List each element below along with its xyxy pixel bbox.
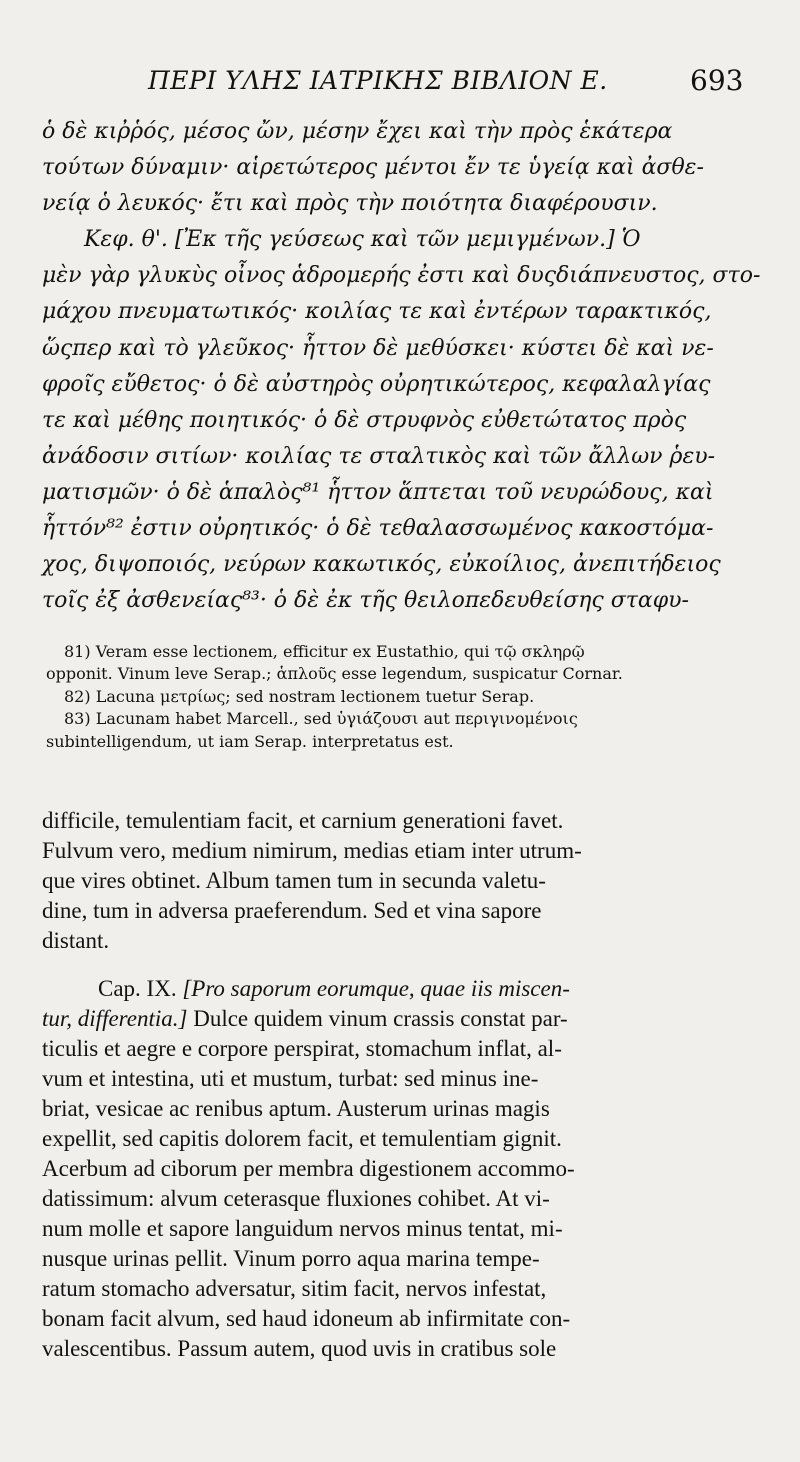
greek-line: Κεφ. θ'. [Ἐκ τῆς γεύσεως καὶ τῶν μεμιγμένων.] Ὁ [84, 227, 641, 253]
latin-line: datissimum: alvum ceterasque fluxiones cohibet. At vi- [42, 1186, 550, 1211]
greek-line: μὲν γὰρ γλυκὺς οἶνος ἁδρομερής ἐστι καὶ δυςδιάπνευστος, στο- [42, 263, 761, 289]
chapter-title-part2: tur, differentia.] [42, 1006, 188, 1031]
latin-line: num molle et sapore languidum nervos minus tentat, mi- [42, 1216, 563, 1241]
greek-line: φροῖς εὔθετος· ὁ δὲ αὐστηρὸς οὐρητικώτερος, κεφαλαλγίας [42, 371, 711, 397]
greek-line: ματισμῶν· ὁ δὲ ἁπαλὸς⁸¹ ἧττον ἅπτεται τοῦ νευρώδους, καὶ [42, 479, 714, 505]
footnote-line: subintelligendum, ut iam Serap. interpretatus est. [46, 731, 454, 751]
greek-line: ὁ δὲ κιῤῥός, μέσος ὤν, μέσην ἔχει καὶ τὴν πρὸς ἑκάτερα [42, 119, 673, 144]
chapter-heading-line-2 [42, 1004, 752, 1034]
greek-text-block [42, 114, 761, 619]
running-title: ΠΕΡΙ ΥΛΗΣ ΙΑΤΡΙΚΗΣ ΒΙΒΛΙΟΝ Ε. [148, 66, 608, 95]
chapter-text-start: Dulce quidem vinum crassis constat par- [187, 1006, 568, 1031]
chapter-title-part1: [Pro saporum eorumque, quae iis miscen- [182, 976, 570, 1001]
latin-line: expellit, sed capitis dolorem facit, et temulentiam gignit. [42, 1126, 562, 1151]
greek-line: ἧττόν⁸² ἐστιν οὐρητικός· ὁ δὲ τεθαλασσωμένος κακοστόμα- [42, 516, 714, 542]
latin-line: ratum stomacho adversatur, sitim facit, nervos infestat, [42, 1276, 547, 1301]
latin-line: que vires obtinet. Album tamen tum in secunda valetu- [42, 868, 546, 893]
latin-text-block [42, 806, 752, 1364]
page-header [0, 66, 800, 110]
greek-line: χος, διψοποιός, νεύρων κακωτικός, εὐκοίλιος, ἀνεπιτήδειος [42, 552, 721, 578]
greek-line: ὥςπερ καὶ τὸ γλεῦκος· ἧττον δὲ μεθύσκει· κύστει δὲ καὶ νε- [42, 335, 714, 361]
latin-line: Fulvum vero, medium nimirum, medias etiam inter utrum- [42, 838, 582, 863]
greek-line: τούτων δύναμιν· αἱρετώτερος μέντοι ἔν τε ὑγείᾳ καὶ ἀσθε- [42, 155, 704, 181]
chapter-label: Cap. IX. [98, 976, 183, 1001]
footnote-line: 81) Veram esse lectionem, efficitur ex Eustathio, qui τῷ σκληρῷ [64, 642, 585, 661]
greek-line: ἀνάδοσιν σιτίων· κοιλίας τε σταλτικὸς καὶ τῶν ἄλλων ῥευ- [42, 443, 716, 469]
greek-line: τε καὶ μέθης ποιητικός· ὁ δὲ στρυφνὸς εὐθετώτατος πρὸς [42, 407, 687, 433]
footnotes-block [46, 641, 752, 753]
footnote-line: 83) Lacunam habet Marcell., sed ὑγιάζουσι aut περιγινομένοις [64, 709, 578, 729]
chapter-heading-line [42, 974, 752, 1004]
greek-line: νείᾳ ὁ λευκός· ἔτι καὶ πρὸς τὴν ποιότητα διαφέρουσιν. [42, 191, 658, 217]
latin-line: bonam facit alvum, sed haud idoneum ab infirmitate con- [42, 1306, 571, 1331]
footnote-line: opponit. Vinum leve Serap.; ἁπλοῦς esse legendum, suspicatur Cornar. [46, 664, 623, 684]
footnote-line: 82) Lacuna μετρίως; sed nostram lectionem tuetur Serap. [64, 686, 535, 706]
latin-line: distant. [42, 928, 110, 953]
latin-line: briat, vesicae ac renibus aptum. Austerum urinas magis [42, 1096, 550, 1121]
latin-line: valescentibus. Passum autem, quod uvis in cratibus sole [42, 1336, 557, 1361]
latin-line: nusque urinas pellit. Vinum porro aqua marina tempe- [42, 1246, 540, 1271]
latin-line: vum et intestina, uti et mustum, turbat: sed minus ine- [42, 1066, 539, 1091]
latin-line: difficile, temulentiam facit, et carnium generationi favet. [42, 808, 564, 833]
greek-line: τοῖς ἐξ ἀσθενείας⁸³· ὁ δὲ ἐκ τῆς θειλοπεδευθείσης σταφυ- [42, 588, 689, 614]
latin-line: ticulis et aegre e corpore perspirat, stomachum inflat, al- [42, 1036, 562, 1061]
paragraph-gap [42, 956, 752, 974]
page-number: 693 [690, 64, 744, 97]
latin-line: Acerbum ad ciborum per membra digestionem accommo- [42, 1156, 575, 1181]
latin-line: dine, tum in adversa praeferendum. Sed et vina sapore [42, 898, 542, 923]
greek-line: μάχου πνευματωτικός· κοιλίας τε καὶ ἐντέρων ταρακτικός, [42, 299, 712, 325]
